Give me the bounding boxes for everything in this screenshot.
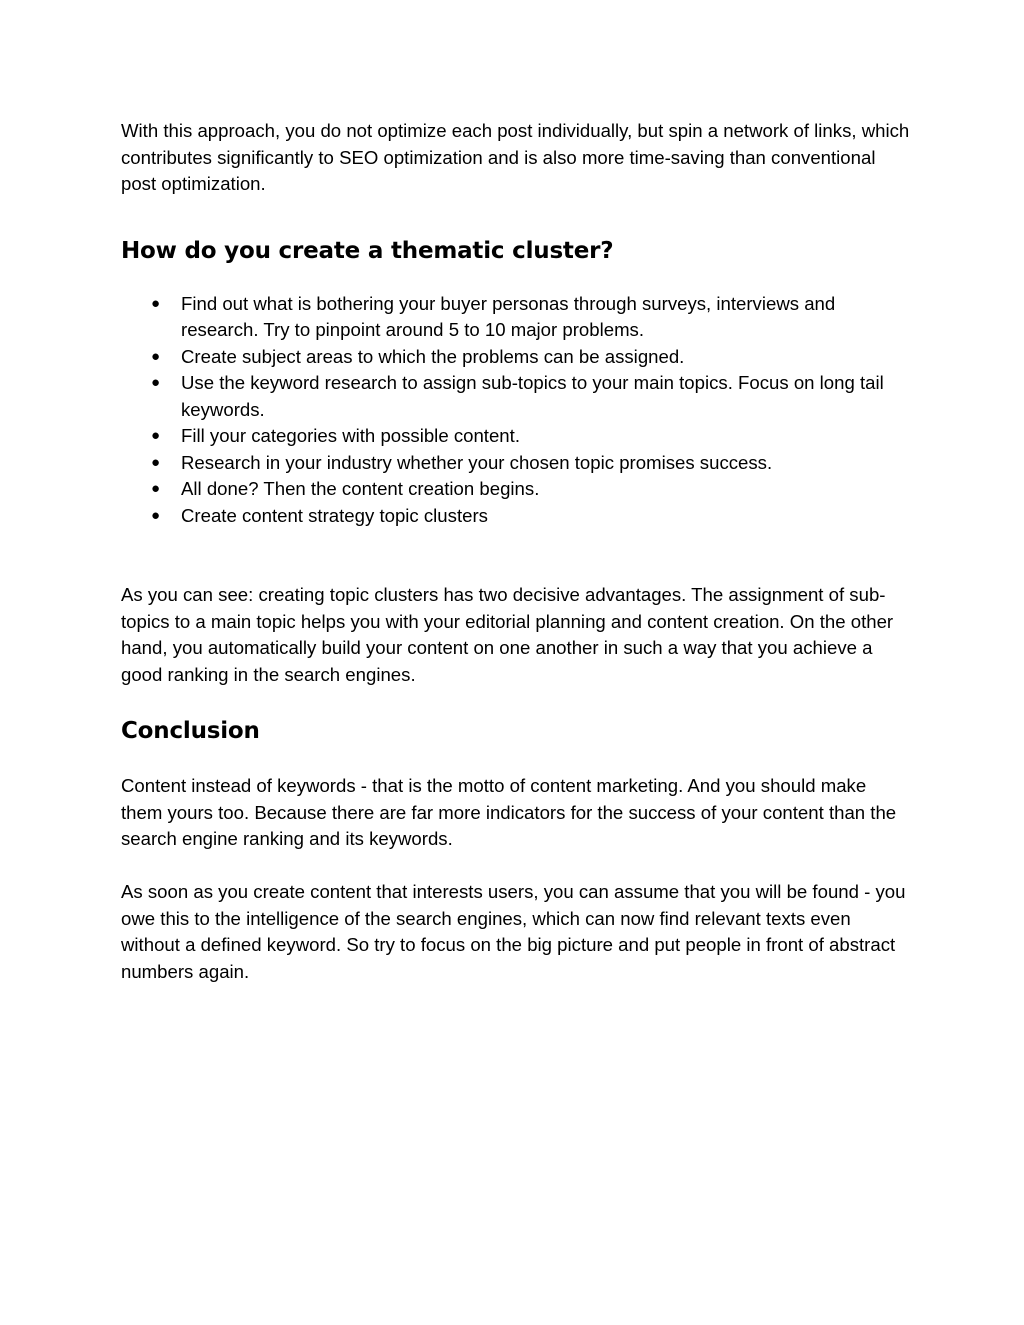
bullet-icon: ● — [151, 294, 161, 312]
bullet-icon: ● — [151, 506, 161, 524]
list-item-text: Fill your categories with possible content. — [181, 425, 520, 446]
bullet-icon: ● — [151, 453, 161, 471]
bullet-icon: ● — [151, 347, 161, 365]
steps-list — [121, 291, 911, 530]
list-item — [121, 344, 911, 371]
list-item-text: Find out what is bothering your buyer personas through surveys, interviews and research. Try to pinpoint around 5 to 10 major problems. — [181, 292, 836, 340]
bullet-icon: ● — [151, 427, 161, 444]
list-item-text: All done? Then the content creation begins. — [181, 478, 540, 499]
section-heading: How do you create a thematic cluster? — [121, 237, 614, 264]
document-page — [121, 118, 911, 985]
list-item-text: Research in your industry whether your chosen topic promises success. — [181, 451, 773, 473]
list-item — [121, 503, 911, 530]
list-item — [121, 370, 911, 423]
list-item — [121, 450, 911, 477]
conclusion-heading: Conclusion — [121, 718, 260, 744]
conclusion-paragraph-2: As soon as you create content that interests users, you can assume that you will be found - you owe this to the intelligence of the search engines, which can now find relevant texts even without a defined keyword. So try to focus on the big picture and put people in front of abstract numbers again. — [121, 881, 906, 982]
conclusion-paragraph-1: Content instead of keywords - that is the motto of content marketing. And you should make them yours too. Because there are far more indicators for the success of your content than the search engine ranking and its keywords. — [121, 775, 897, 849]
bullet-icon: ● — [151, 480, 161, 497]
advantages-paragraph: As you can see: creating topic clusters has two decisive advantages. The assignment of sub-topics to a main topic helps you with your editorial planning and content creation. On the other hand, you automatically build your content on one another in such a way that you achieve a good ranking in the search engines. — [121, 584, 894, 685]
bullet-icon: ● — [151, 374, 161, 391]
list-item-text: Create subject areas to which the problems can be assigned. — [181, 345, 685, 367]
list-item — [121, 476, 911, 503]
list-item — [121, 291, 911, 344]
list-item-text: Create content strategy topic clusters — [181, 504, 488, 526]
list-item-text: Use the keyword research to assign sub-topics to your main topics. Focus on long tail keywords. — [181, 372, 884, 420]
intro-paragraph: With this approach, you do not optimize each post individually, but spin a network of links, which contributes significantly to SEO optimization and is also more time-saving than conventional post optimization. — [121, 120, 910, 194]
list-item — [121, 423, 911, 450]
